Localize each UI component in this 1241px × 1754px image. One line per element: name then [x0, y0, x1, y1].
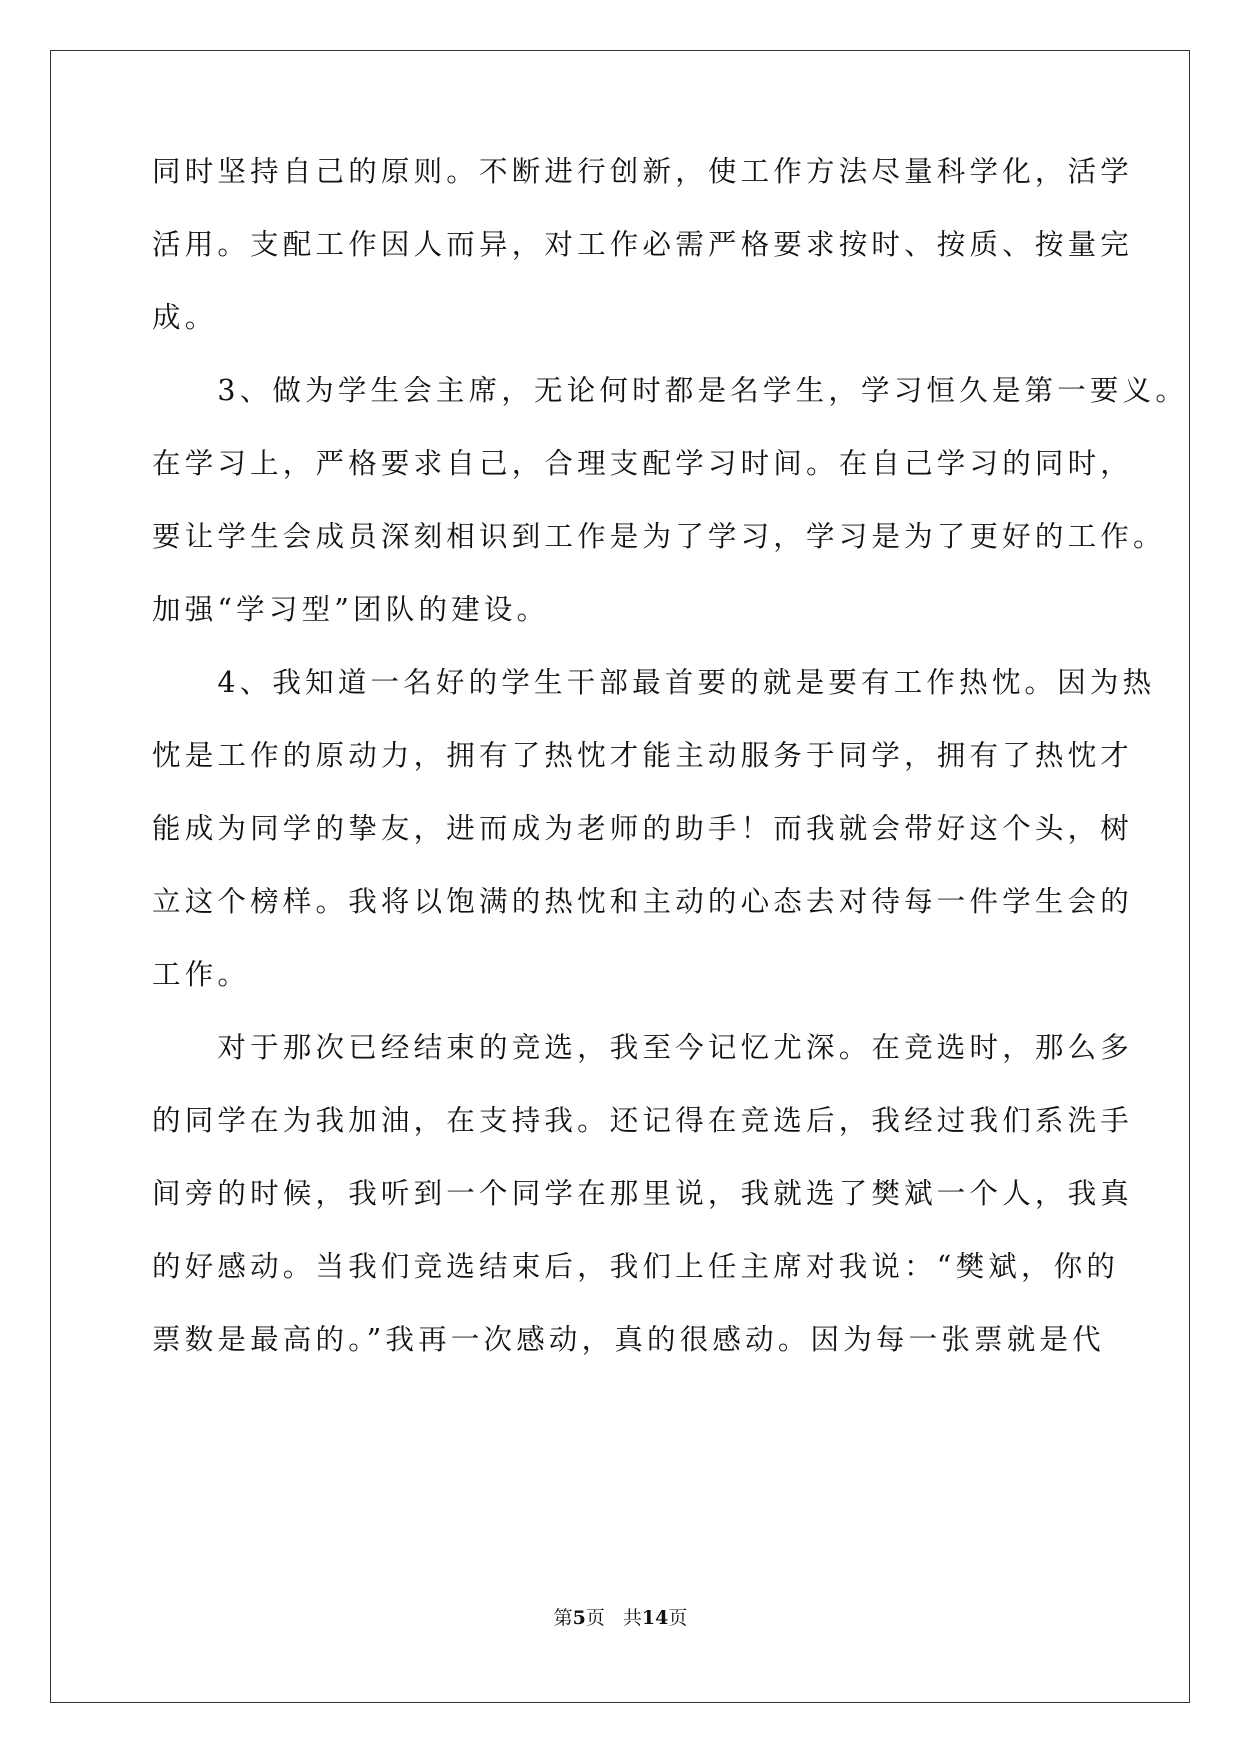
text-line: 3、做为学生会主席，无论何时都是名学生，学习恒久是第一要义。 — [152, 374, 1189, 407]
text-line: 的同学在为我加油，在支持我。还记得在竞选后，我经过我们系洗手 — [152, 1104, 1134, 1137]
text-line: 能成为同学的挚友，进而成为老师的助手！而我就会带好这个头，树 — [152, 812, 1134, 845]
text-line: 活用。支配工作因人而异，对工作必需严格要求按时、按质、按量完 — [152, 228, 1134, 261]
text-line: 要让学生会成员深刻相识到工作是为了学习，学习是为了更好的工作。 — [152, 520, 1166, 553]
text-line: 票数是最高的。”我再一次感动，真的很感动。因为每一张票就是代 — [152, 1323, 1105, 1356]
page-footer — [0, 1605, 1241, 1631]
page-number: 5 — [572, 1607, 586, 1629]
text-line: 立这个榜样。我将以饱满的热忱和主动的心态去对待每一件学生会的 — [152, 885, 1134, 918]
total-suffix: 页 — [668, 1607, 688, 1629]
text-line: 在学习上，严格要求自己，合理支配学习时间。在自己学习的同时， — [152, 447, 1134, 480]
page-suffix: 页 — [585, 1607, 605, 1629]
text-line: 4、我知道一名好的学生干部最首要的就是要有工作热忱。因为热 — [152, 666, 1156, 699]
page-border — [50, 50, 1190, 1703]
text-line: 对于那次已经结束的竞选，我至今记忆尤深。在竞选时，那么多 — [152, 1031, 1134, 1064]
total-prefix: 共 — [622, 1607, 642, 1629]
text-line: 同时坚持自己的原则。不断进行创新，使工作方法尽量科学化，活学 — [152, 155, 1134, 188]
total-pages: 14 — [641, 1607, 669, 1629]
page-prefix: 第 — [553, 1607, 573, 1629]
text-line: 成。 — [152, 301, 218, 334]
text-line: 忱是工作的原动力，拥有了热忱才能主动服务于同学，拥有了热忱才 — [152, 739, 1134, 772]
text-line: 的好感动。当我们竞选结束后，我们上任主席对我说：“樊斌，你的 — [152, 1250, 1120, 1283]
text-line: 工作。 — [152, 958, 251, 991]
text-line: 间旁的时候，我听到一个同学在那里说，我就选了樊斌一个人，我真 — [152, 1177, 1134, 1210]
text-line: 加强“学习型”团队的建设。 — [152, 593, 550, 626]
